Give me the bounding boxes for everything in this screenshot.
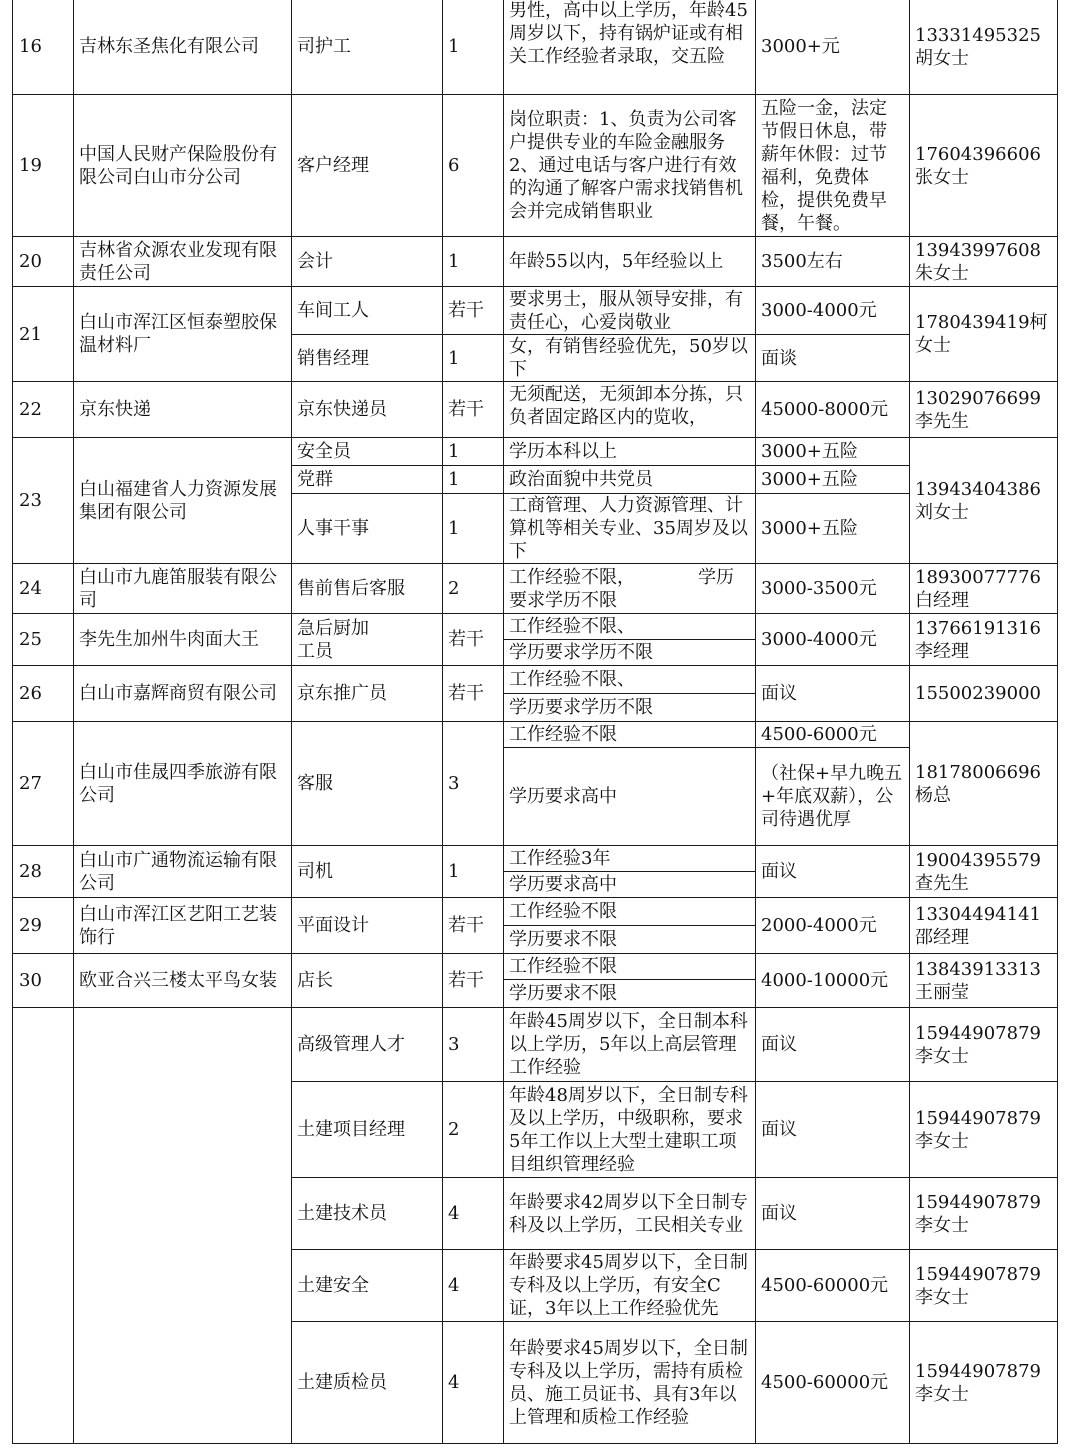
table-row [13, 237, 1058, 287]
row-number: 24 [13, 564, 74, 614]
requirements: 女，有销售经验优先，50岁以下 [504, 335, 756, 382]
salary: 3000+五险 [756, 438, 910, 466]
requirements: 工作经验3年 [504, 846, 756, 872]
company-name: 白山市广通物流运输有限公司 [74, 846, 292, 898]
salary: 3000-4000元 [756, 287, 910, 335]
row-number: 19 [13, 95, 74, 237]
contact: 18178006696杨总 [910, 722, 1058, 846]
requirements: 年龄55以内，5年经验以上 [504, 237, 756, 287]
requirements: 工作经验不限 [504, 722, 756, 748]
hire-count: 若干 [443, 954, 504, 1008]
hire-count: 若干 [443, 382, 504, 438]
table-row [13, 287, 1058, 335]
position-name: 土建项目经理 [292, 1082, 443, 1178]
row-number: 23 [13, 438, 74, 564]
hire-count: 2 [443, 564, 504, 614]
requirements: 学历要求学历不限 [504, 694, 756, 722]
row-number: 27 [13, 722, 74, 846]
table-row [13, 846, 1058, 872]
position-name: 土建技术员 [292, 1178, 443, 1250]
hire-count: 3 [443, 722, 504, 846]
row-number: 21 [13, 287, 74, 382]
row-number: 28 [13, 846, 74, 898]
hire-count: 1 [443, 466, 504, 494]
requirements: 学历本科以上 [504, 438, 756, 466]
salary: 45000-8000元 [756, 382, 910, 438]
contact: 1780439419柯女士 [910, 287, 1058, 382]
salary: 面议 [756, 1082, 910, 1178]
requirements: 工作经验不限、 [504, 666, 756, 694]
salary: 面议 [756, 1178, 910, 1250]
hire-count: 6 [443, 95, 504, 237]
row-number: 29 [13, 898, 74, 954]
position-name: 急后厨加工员 [292, 614, 443, 666]
position-name: 安全员 [292, 438, 443, 466]
company-name: 白山市嘉辉商贸有限公司 [74, 666, 292, 722]
position-name: 客服 [292, 722, 443, 846]
requirements: 工作经验不限 [504, 954, 756, 980]
requirements: 岗位职责：1、负责为公司客户提供专业的车险金融服务2、通过电话与客户进行有效的沟通了解客户需求找销售机会并完成销售职业 [504, 95, 756, 237]
contact: 13331495325胡女士 [910, 0, 1058, 95]
contact: 17604396606张女士 [910, 95, 1058, 237]
requirements: 学历要求高中 [504, 872, 756, 898]
contact: 19004395579查先生 [910, 846, 1058, 898]
salary: 五险一金，法定节假日休息，带薪年休假：过节福利，免费体检，提供免费早餐，午餐。 [756, 95, 910, 237]
contact: 15944907879李女士 [910, 1082, 1058, 1178]
position-name: 会计 [292, 237, 443, 287]
hire-count: 1 [443, 237, 504, 287]
company-name: 京东快递 [74, 382, 292, 438]
position-name: 土建质检员 [292, 1322, 443, 1444]
salary: （社保+早九晚五+年底双薪），公司待遇优厚 [756, 748, 910, 846]
hire-count: 1 [443, 846, 504, 898]
table-row [13, 614, 1058, 640]
table-row [13, 0, 1058, 95]
salary: 4500-60000元 [756, 1322, 910, 1444]
hire-count: 1 [443, 335, 504, 382]
requirements: 学历要求不限 [504, 980, 756, 1008]
row-number: 26 [13, 666, 74, 722]
position-name: 司机 [292, 846, 443, 898]
hire-count: 4 [443, 1178, 504, 1250]
company-name [74, 1008, 292, 1444]
requirements [504, 382, 756, 438]
hire-count: 4 [443, 1322, 504, 1444]
salary: 面议 [756, 666, 910, 722]
row-number [13, 1008, 74, 1444]
table-row [13, 666, 1058, 694]
row-number: 22 [13, 382, 74, 438]
row-number: 20 [13, 237, 74, 287]
row-number: 30 [13, 954, 74, 1008]
table-row [13, 722, 1058, 748]
requirements: 年龄要求45周岁以下，全日制专科及以上学历，有安全C证，3年以上工作经验优先 [504, 1250, 756, 1322]
requirements: 学历要求学历不限 [504, 640, 756, 666]
position-name: 客户经理 [292, 95, 443, 237]
salary: 3000+元 [756, 0, 910, 95]
salary: 4500-60000元 [756, 1250, 910, 1322]
company-name: 欧亚合兴三楼太平鸟女装 [74, 954, 292, 1008]
row-number: 16 [13, 0, 74, 95]
contact: 15944907879李女士 [910, 1250, 1058, 1322]
position-name: 人事干事 [292, 494, 443, 564]
requirements: 年龄要求45周岁以下，全日制专科及以上学历，需持有质检员、施工员证书、具有3年以上管理和质检工作经验 [504, 1322, 756, 1444]
position-name: 土建安全 [292, 1250, 443, 1322]
requirements-text: 男性，高中以上学历，年龄45周岁以下，持有锅炉证或有相关工作经验者录取，交五险 [509, 0, 748, 67]
hire-count: 1 [443, 0, 504, 95]
table-row [13, 95, 1058, 237]
company-name: 白山市九鹿笛服装有限公司 [74, 564, 292, 614]
company-name: 白山市佳晟四季旅游有限公司 [74, 722, 292, 846]
contact: 13766191316李经理 [910, 614, 1058, 666]
table-row [13, 954, 1058, 980]
salary: 3000+五险 [756, 466, 910, 494]
requirements: 要求男士，服从领导安排，有责任心，心爱岗敬业 [504, 287, 756, 335]
position-name: 车间工人 [292, 287, 443, 335]
salary: 4000-10000元 [756, 954, 910, 1008]
contact: 15944907879李女士 [910, 1322, 1058, 1444]
contact: 15944907879李女士 [910, 1178, 1058, 1250]
company-name: 吉林省众源农业发现有限责任公司 [74, 237, 292, 287]
requirements: 工作经验不限、 [504, 614, 756, 640]
hire-count: 2 [443, 1082, 504, 1178]
salary: 3500左右 [756, 237, 910, 287]
table-row [13, 438, 1058, 466]
requirements: 年龄48周岁以下，全日制专科及以上学历，中级职称，要求5年工作以上大型土建职工项目组织管理经验 [504, 1082, 756, 1178]
contact: 15500239000 [910, 666, 1058, 722]
hire-count: 若干 [443, 287, 504, 335]
company-name: 白山市浑江区恒泰塑胶保温材料厂 [74, 287, 292, 382]
requirements: 政治面貌中共党员 [504, 466, 756, 494]
salary: 2000-4000元 [756, 898, 910, 954]
job-listing-table [12, 0, 1058, 1444]
hire-count: 若干 [443, 666, 504, 722]
salary: 3000+五险 [756, 494, 910, 564]
salary: 面议 [756, 846, 910, 898]
hire-count: 若干 [443, 614, 504, 666]
table-row [13, 898, 1058, 926]
requirements: 年龄要求42周岁以下全日制专科及以上学历，工民相关专业 [504, 1178, 756, 1250]
position-name: 京东推广员 [292, 666, 443, 722]
table-row [13, 382, 1058, 438]
recruitment-table-sheet [12, 0, 1057, 1444]
contact: 13029076699李先生 [910, 382, 1058, 438]
position-name: 京东快递员 [292, 382, 443, 438]
position-name: 售前售后客服 [292, 564, 443, 614]
contact: 13304494141邵经理 [910, 898, 1058, 954]
contact: 13843913313王丽莹 [910, 954, 1058, 1008]
salary: 面谈 [756, 335, 910, 382]
requirements-text: 无须配送，无须卸本分拣，只负者固定路区内的览收， [509, 383, 743, 428]
company-name: 白山市浑江区艺阳工艺装饰行 [74, 898, 292, 954]
hire-count: 若干 [443, 898, 504, 954]
company-name: 白山福建省人力资源发展集团有限公司 [74, 438, 292, 564]
hire-count: 1 [443, 494, 504, 564]
requirements: 学历要求不限 [504, 926, 756, 954]
position-name: 平面设计 [292, 898, 443, 954]
position-name: 党群 [292, 466, 443, 494]
salary: 4500-6000元 [756, 722, 910, 748]
position-name: 销售经理 [292, 335, 443, 382]
requirements: 年龄45周岁以下，全日制本科以上学历，5年以上高层管理工作经验 [504, 1008, 756, 1082]
row-number: 25 [13, 614, 74, 666]
contact: 18930077776白经理 [910, 564, 1058, 614]
position-name: 店长 [292, 954, 443, 1008]
requirements [504, 0, 756, 95]
position-name: 司护工 [292, 0, 443, 95]
hire-count: 4 [443, 1250, 504, 1322]
company-name: 吉林东圣焦化有限公司 [74, 0, 292, 95]
requirements: 工作经验不限， 学历要求学历不限 [504, 564, 756, 614]
requirements: 工商管理、人力资源管理、计算机等相关专业、35周岁及以下 [504, 494, 756, 564]
company-name: 李先生加州牛肉面大王 [74, 614, 292, 666]
hire-count: 3 [443, 1008, 504, 1082]
requirements: 学历要求高中 [504, 748, 756, 846]
position-name: 高级管理人才 [292, 1008, 443, 1082]
requirements: 工作经验不限 [504, 898, 756, 926]
table-row [13, 564, 1058, 614]
contact: 13943997608朱女士 [910, 237, 1058, 287]
salary: 面议 [756, 1008, 910, 1082]
company-name: 中国人民财产保险股份有限公司白山市分公司 [74, 95, 292, 237]
contact: 15944907879李女士 [910, 1008, 1058, 1082]
salary: 3000-3500元 [756, 564, 910, 614]
contact: 13943404386刘女士 [910, 438, 1058, 564]
salary: 3000-4000元 [756, 614, 910, 666]
hire-count: 1 [443, 438, 504, 466]
table-row [13, 1008, 1058, 1082]
